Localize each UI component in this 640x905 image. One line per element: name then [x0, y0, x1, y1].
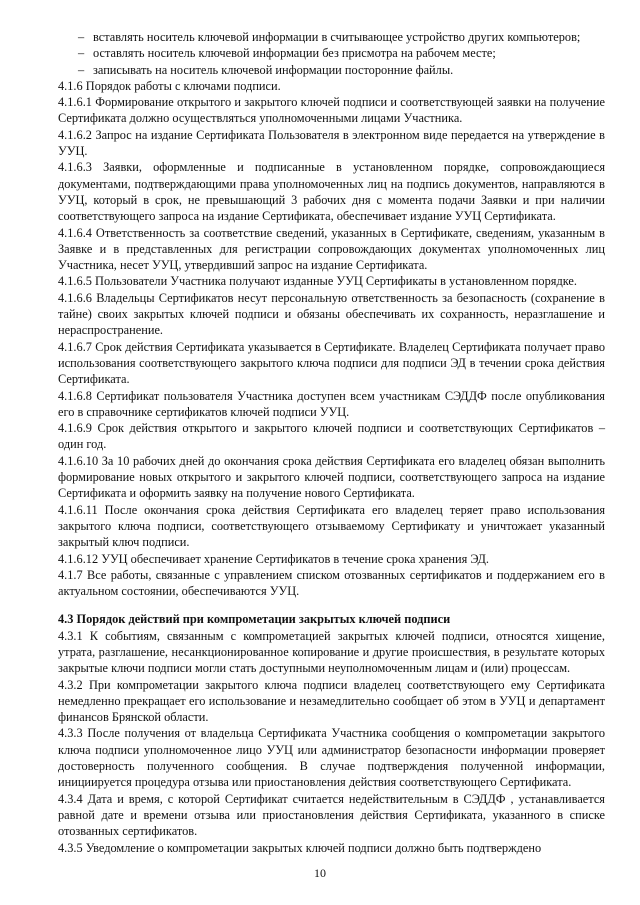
paragraph: 4.1.6.6 Владельцы Сертификатов несут персональную ответственность за безопасность (сохранение в тайне) своих закрытых ключей подписи и обязаны обеспечивать их сохранность, неразглашение и нераспространение.	[58, 290, 605, 338]
paragraph: 4.1.6.7 Срок действия Сертификата указывается в Сертификате. Владелец Сертификата получает право использования соответствующего закрытого ключа подписи для подписи ЭД в течении срока действия Сертификата.	[58, 339, 605, 387]
paragraph: 4.1.6.9 Срок действия открытого и закрытого ключей подписи и соответствующих Сертификатов – один год.	[58, 421, 605, 452]
paragraph: 4.3.4 Дата и время, с которой Сертификат считается недействительным в СЭДДФ , устанавливается равной дате и времени отзыва или приостановления действия Сертификата, указанного в списке отозванных сертификатов.	[58, 791, 605, 839]
paragraph: 4.1.6.2 Запрос на издание Сертификата Пользователя в электронном виде передается на утверждение в УУЦ.	[58, 127, 605, 159]
section-heading: 4.3 Порядок действий при компрометации закрытых ключей подписи	[58, 612, 451, 627]
paragraph: 4.1.6.10 За 10 рабочих дней до окончания срока действия Сертификата его владелец обязан выполнить формирование новых открытого и закрытого ключей подписи, соответствующего запроса на издание Сертификата и оформить заявку на получение нового Сертификата.	[58, 453, 605, 501]
paragraph: 4.1.6 Порядок работы с ключами подписи.	[58, 78, 281, 93]
paragraph: 4.1.6.3 Заявки, оформленные и подписанные в установленном порядке, сопровождающиеся документами, подтверждающими права уполномоченных лиц на подпись документов, направляются в УУЦ, который в срок, не превышающий 3 рабочих дня с момента подачи Заявки и при наличии соответствующего запроса на издание Сертификата, обеспечивает издание УУЦ Сертификата.	[58, 160, 605, 224]
paragraph: 4.3.5 Уведомление о компрометации закрытых ключей подписи должно быть подтверждено	[58, 840, 542, 855]
paragraph: 4.1.6.5 Пользователи Участника получают изданные УУЦ Сертификаты в установленном порядке.	[58, 274, 577, 289]
paragraph: 4.1.7 Все работы, связанные с управлением списком отозванных сертификатов и поддержанием его в актуальном состоянии, обеспечиваются УУЦ.	[58, 567, 605, 599]
list-item: – записывать на носитель ключевой информации посторонние файлы.	[78, 62, 454, 77]
paragraph: 4.1.6.11 После окончания срока действия Сертификата его владелец теряет право использования закрытого ключа подписи, соответствующего отзываемому Сертификату и уничтожает указанный закрытый ключ подписи.	[58, 502, 605, 550]
paragraph: 4.1.6.4 Ответственность за соответствие сведений, указанных в Сертификате, сведениям, указанным в Заявке и в представленных для регистрации сопровождающих документах уполномоченных лиц Участника, несет УУЦ, утвердивший запрос на издание Сертификата.	[58, 225, 605, 273]
paragraph: 4.3.1 К событиям, связанным с компрометацией закрытых ключей подписи, относятся хищение, утрата, разглашение, несанкционированное копирование и другие происшествия, в результате которых закрытые ключи подписи могли стать доступными неуполномоченным лицам и (или) процессам.	[58, 628, 605, 676]
section-spacer	[58, 599, 605, 611]
list-item: – вставлять носитель ключевой информации в считывающее устройство других компьютеров;	[78, 30, 581, 44]
document-body	[58, 29, 605, 856]
paragraph: 4.1.6.1 Формирование открытого и закрытого ключей подписи и соответствующей заявки на получение Сертификата должно осуществляться уполномоченными лицами Участника.	[58, 95, 605, 126]
paragraph: 4.1.6.8 Сертификат пользователя Участника доступен всем участникам СЭДДФ после опубликования его в справочнике сертификатов ключей подписи УУЦ.	[58, 388, 605, 419]
paragraph: 4.3.3 После получения от владельца Сертификата Участника сообщения о компрометации закрытого ключа подписи уполномоченное лицо УУЦ или администратор безопасности информации проверяет достоверность полученного сообщения. В случае подтверждения полученной информации, инициируется процедура отзыва или приостановления действия соответствующего Сертификата.	[58, 726, 605, 790]
bullet-list	[58, 29, 605, 78]
list-item: – оставлять носитель ключевой информации без присмотра на рабочем месте;	[78, 46, 496, 61]
paragraph: 4.3.2 При компрометации закрытого ключа подписи владелец соответствующего ему Сертификата немедленно прекращает его использование и незамедлительно сообщает об этом в УУЦ и департамент финансов Брянской области.	[58, 677, 605, 725]
page-number: 10	[314, 866, 326, 880]
paragraph: 4.1.6.12 УУЦ обеспечивает хранение Сертификатов в течение срока хранения ЭД.	[58, 551, 490, 566]
